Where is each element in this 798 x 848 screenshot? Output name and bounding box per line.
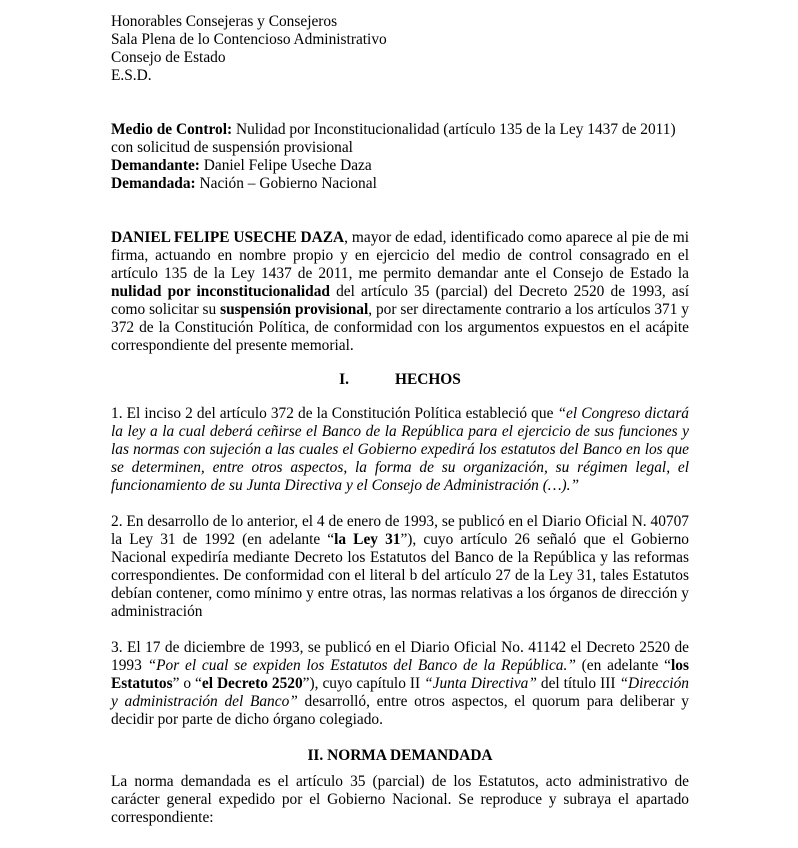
fact-text: 3. El 17 de diciembre de 1993, se publicó en el Diario Oficial No. 41142 el Decreto 2520 de 1993 xyxy=(111,639,689,674)
fact-text: (en adelante “ xyxy=(575,657,672,674)
fact-text: ”), cuyo capítulo II xyxy=(302,675,425,692)
demandante-value: Daniel Felipe Useche Daza xyxy=(199,157,372,174)
bold-ley-31: la Ley 31 xyxy=(334,531,401,548)
decree-title-quote: “Por el cual se expiden los Estatutos del Banco de la República.” xyxy=(147,657,576,674)
addressee-line: Consejo de Estado xyxy=(111,49,226,66)
fact-paragraph-2 xyxy=(111,513,689,621)
demandada xyxy=(111,175,689,193)
demandada-label: Demandada: xyxy=(111,175,196,192)
addressee-line: E.S.D. xyxy=(111,67,152,84)
chapter-quote: “Junta Directiva” xyxy=(424,675,537,692)
norma-paragraph: La norma demandada es el artículo 35 (parcial) de los Estatutos, acto administrativo de carácter general expedido por el Gobierno Nacional. Se reproduce y subraya el apartado correspondiente: xyxy=(111,773,689,826)
addressee-line: Sala Plena de lo Contencioso Administrativo xyxy=(111,31,387,48)
section-heading-hechos xyxy=(111,371,689,389)
medio-label: Medio de Control: xyxy=(111,121,233,138)
bold-decreto-2520: el Decreto 2520 xyxy=(201,675,303,692)
section-heading-norma-demandada: II. NORMA DEMANDADA xyxy=(307,747,493,764)
addressee-line: Honorables Consejeras y Consejeros xyxy=(111,13,338,30)
addressee-block xyxy=(111,13,689,85)
demandante xyxy=(111,157,689,175)
intro-text: , mayor de edad, identificado como aparece al pie de mi firma, actuando en nombre propio y en ejercicio del medio de control consagrado en el artículo 135 de la Ley 1437 de 2011, me permito demandar ante el Consejo de Estado la xyxy=(111,229,689,282)
fact-text: ”), cuyo artículo 26 señaló que el Gobierno Nacional expediría mediante Decreto los Estatutos del Banco de la República y las reformas correspondientes. De conformidad con el literal b del artículo 27 de la Ley 31, tales Estatutos debían contener, como mínimo y entre otras, las normas relativas a los órganos de dirección y administración xyxy=(111,531,689,620)
bold-los-estatutos: los Estatutos xyxy=(111,657,689,692)
intro-paragraph xyxy=(111,229,689,355)
medio-de-control xyxy=(111,121,689,157)
fact-paragraph-1 xyxy=(111,405,689,495)
fact-text: desarrolló, entre otros aspectos, el quorum para deliberar y decidir por parte de dicho órgano colegiado. xyxy=(111,693,689,728)
title-quote: “Dirección y administración del Banco” xyxy=(111,675,689,710)
document-page xyxy=(111,13,689,827)
intro-text: , por ser directamente contrario a los artículos 371 y 372 de la Constitución Política, de conformidad con los argumentos expuestos en el acápite correspondiente del presente memorial. xyxy=(111,301,689,354)
demandada-value: Nación – Gobierno Nacional xyxy=(195,175,377,192)
section-title: HECHOS xyxy=(394,371,461,388)
medio-value: Nulidad por Inconstitucionalidad (artículo 135 de la Ley 1437 de 2011) con solicitud de suspensión provisional xyxy=(111,121,676,156)
case-details xyxy=(111,121,689,193)
demandante-label: Demandante: xyxy=(111,157,200,174)
fact-text: ” o “ xyxy=(172,675,202,692)
fact-paragraph-3 xyxy=(111,639,689,729)
intro-text: del artículo 35 (parcial) del Decreto 2520 de 1993, así como solicitar su xyxy=(111,283,689,318)
fact-text: del título III xyxy=(536,675,620,692)
intro-bold-nulidad: nulidad por inconstitucionalidad xyxy=(111,283,330,300)
constitution-quote: “el Congreso dictará la ley a la cual deberá ceñirse el Banco de la República para el ejercicio de sus funciones y las normas con sujeción a las cuales el Gobierno expedirá los estatutos del Banco en los que se determinen, entre otros aspectos, la forma de su organización, su régimen legal, el funcionamiento de su Junta Directiva y el Consejo de Administración (…).” xyxy=(111,405,690,494)
fact-text: 2. En desarrollo de lo anterior, el 4 de enero de 1993, se publicó en el Diario Oficial N. 40707 la Ley 31 de 1992 (en adelante “ xyxy=(111,513,689,548)
fact-text: 1. El inciso 2 del artículo 372 de la Constitución Política estableció que xyxy=(111,405,558,422)
section-number: I. xyxy=(339,371,349,388)
claimant-name: DANIEL FELIPE USECHE DAZA xyxy=(111,229,345,246)
intro-bold-suspension: suspensión provisional xyxy=(220,301,369,318)
